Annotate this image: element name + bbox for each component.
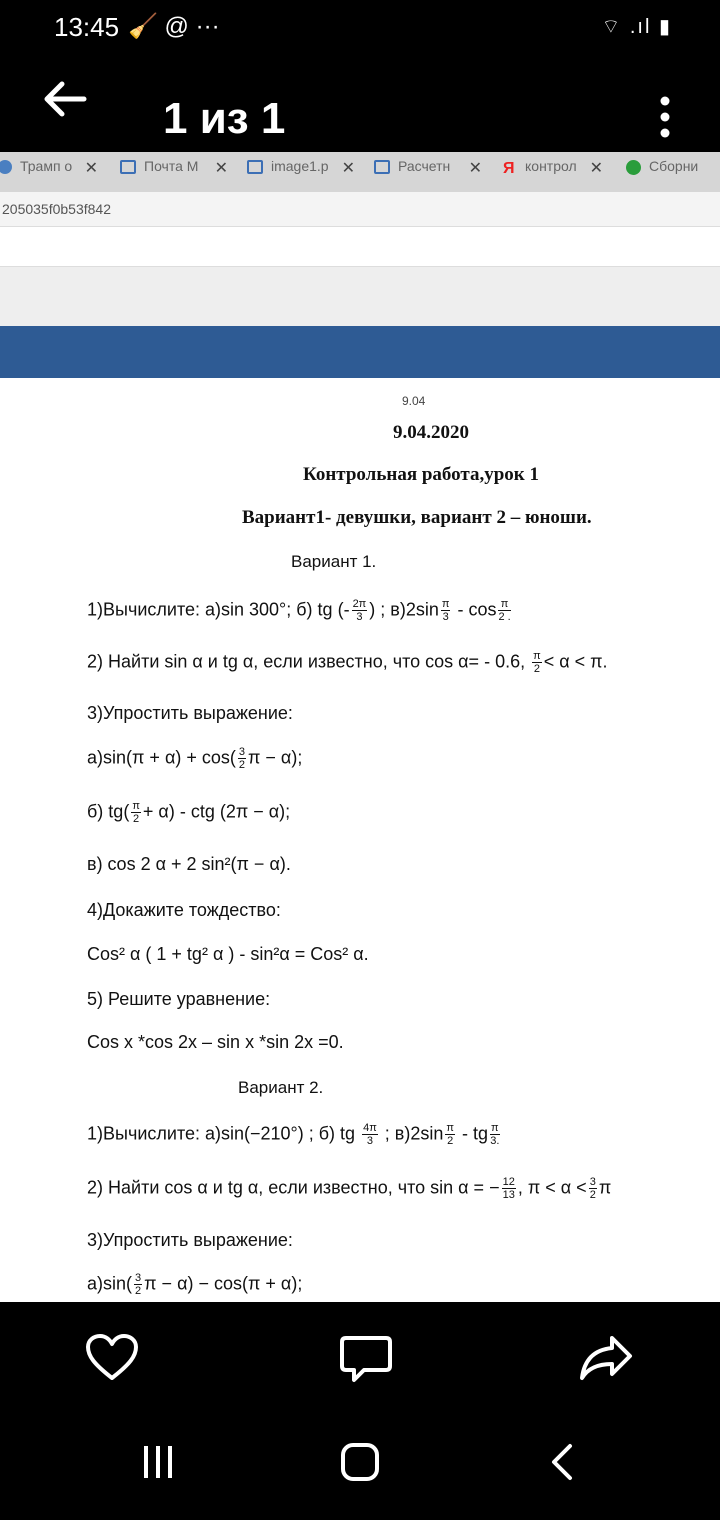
text: а)sin(π + α) + cos( (87, 747, 236, 768)
status-bar (0, 0, 720, 56)
text: π (598, 1177, 612, 1198)
toolbar-area (0, 266, 720, 327)
numerator: 3 (589, 1176, 596, 1188)
status-time: 13:45 (54, 12, 120, 42)
text: < α < π. (543, 651, 608, 672)
browser-tab[interactable] (120, 158, 228, 186)
denominator: 3 (366, 1135, 373, 1147)
text: π − α) − cos(π + α); (144, 1273, 303, 1294)
text: π − α); (248, 747, 303, 768)
close-tab-icon[interactable]: ✕ (589, 160, 603, 177)
v1-question-4-expression: Cos² α ( 1 + tg² α ) - sin²α = Cos² α. (87, 944, 369, 964)
numerator: 3 (238, 746, 245, 758)
v2-question-3: 3)Упростить выражение: (87, 1230, 293, 1250)
v1-question-5-expression: Cos x *cos 2x – sin x *sin 2x =0. (87, 1032, 344, 1052)
browser-tab[interactable] (626, 158, 720, 186)
globe-icon (0, 160, 12, 174)
text: б) tg( (87, 801, 130, 822)
tab-label: контрол (525, 158, 577, 174)
denominator: 3. (490, 1135, 500, 1147)
fraction (134, 1272, 142, 1297)
numerator: 3 (135, 1272, 142, 1284)
v1-question-3: 3)Упростить выражение: (87, 703, 293, 723)
denominator: 2 (447, 1135, 454, 1147)
numerator: π (446, 1122, 454, 1134)
tab-label: Расчетн (398, 158, 451, 174)
recent-apps-icon[interactable] (138, 1442, 178, 1482)
close-tab-icon[interactable]: ✕ (84, 160, 98, 177)
document-heading: Контрольная работа,урок 1 (303, 464, 539, 485)
v2-question-1 (87, 1122, 502, 1147)
mail-icon (374, 160, 390, 174)
text: - cos (452, 599, 497, 620)
browser-tab[interactable] (503, 158, 603, 186)
screenshot-image (0, 152, 720, 1302)
browser-tab[interactable] (0, 158, 98, 186)
denominator: 2 (135, 1285, 142, 1297)
denominator: 2 (589, 1189, 596, 1201)
denominator: 2 (133, 813, 140, 825)
share-icon[interactable] (578, 1332, 634, 1384)
numerator: π (491, 1122, 499, 1134)
fraction (498, 598, 510, 623)
back-arrow-icon[interactable] (40, 74, 90, 124)
v1-question-3c: в) cos 2 α + 2 sin²(π − α). (87, 854, 291, 874)
browser-tab-strip (0, 152, 720, 193)
fraction (362, 1122, 378, 1147)
numerator: π (498, 598, 510, 611)
v1-question-3b (87, 800, 290, 825)
document-subheading: Вариант1- девушки, вариант 2 – юноши. (242, 507, 592, 528)
text: а)sin( (87, 1273, 133, 1294)
text: + α) - ctg (2π − α); (142, 801, 291, 822)
variant-1-title: Вариант 1. (291, 552, 377, 571)
v1-question-5: 5) Решите уравнение: (87, 989, 271, 1009)
yandex-icon: Я (503, 160, 515, 178)
browser-tab[interactable] (247, 158, 355, 186)
viewer-top-bar (0, 56, 720, 152)
address-bar[interactable] (0, 192, 720, 227)
tab-label: Почта М (144, 158, 199, 174)
v1-question-1 (87, 598, 513, 623)
numerator: π (533, 650, 541, 662)
more-options-icon[interactable] (648, 96, 682, 140)
text: ) ; в)2sin (369, 599, 439, 620)
text: sin 300° (221, 599, 287, 620)
numerator: 4π (363, 1122, 377, 1134)
heart-icon[interactable] (84, 1332, 140, 1384)
denominator: 2 (238, 759, 245, 771)
close-tab-icon[interactable]: ✕ (214, 160, 228, 177)
v2-question-2 (87, 1176, 611, 1201)
numerator: 12 (502, 1176, 515, 1188)
fraction (352, 598, 368, 623)
text: 2) Найти sin α и tg α, если известно, что cos α= - 0.6, (87, 651, 526, 672)
text: 2) Найти cos α и tg α, если известно, что sin α = − (87, 1177, 500, 1198)
document-page (0, 378, 720, 1302)
denominator: 2 (533, 663, 540, 675)
mail-icon (120, 160, 136, 174)
fraction (502, 1176, 516, 1201)
url-text: 205035f0b53f842 (2, 201, 111, 217)
check-circle-icon (626, 160, 641, 175)
text: , π < α < (517, 1177, 587, 1198)
numerator: 2π (352, 598, 367, 610)
fraction (445, 1122, 455, 1147)
tab-label: Сборни (649, 158, 699, 174)
text: - tg (456, 1123, 488, 1144)
denominator: 2 . (498, 611, 511, 623)
numerator: π (441, 598, 450, 610)
fraction (131, 800, 141, 825)
v2-question-3a (87, 1272, 302, 1297)
denominator: 3 (356, 611, 363, 623)
status-signal-battery-icons: ⌔ .ıl ▮ (601, 16, 672, 38)
text: ; в)2sin (379, 1123, 444, 1144)
home-icon[interactable] (340, 1442, 380, 1482)
status-notification-icons: 🧹 @ ··· (128, 13, 220, 40)
v1-question-4: 4)Докажите тождество: (87, 900, 281, 920)
document-date: 9.04.2020 (393, 422, 469, 443)
fraction (532, 650, 542, 675)
browser-tab[interactable] (374, 158, 482, 186)
text: 1)Вычислите: а) (87, 599, 221, 620)
fraction (490, 1122, 500, 1147)
mail-icon (247, 160, 263, 174)
text: 1)Вычислите: а)sin(−210°) ; б) tg (87, 1123, 356, 1144)
denominator: 3 (442, 611, 449, 623)
numerator: π (132, 800, 140, 812)
close-tab-icon[interactable]: ✕ (468, 160, 482, 177)
close-tab-icon[interactable]: ✕ (341, 160, 355, 177)
v1-question-2 (87, 650, 608, 675)
variant-2-title: Вариант 2. (238, 1078, 324, 1097)
fraction (589, 1176, 597, 1201)
tab-label: Трамп о (20, 158, 73, 174)
bottom-bar (0, 1302, 720, 1520)
comment-icon[interactable] (338, 1332, 394, 1384)
fraction (441, 598, 451, 623)
viewer-title: 1 из 1 (163, 94, 286, 143)
site-header-bar (0, 326, 720, 378)
fraction (238, 746, 246, 771)
tab-label: image1.p (271, 158, 329, 174)
back-nav-icon[interactable] (544, 1442, 584, 1482)
text: ; б) tg (- (286, 599, 350, 620)
v1-question-3a (87, 746, 302, 771)
page-label: 9.04 (402, 394, 426, 408)
denominator: 13 (502, 1189, 515, 1201)
